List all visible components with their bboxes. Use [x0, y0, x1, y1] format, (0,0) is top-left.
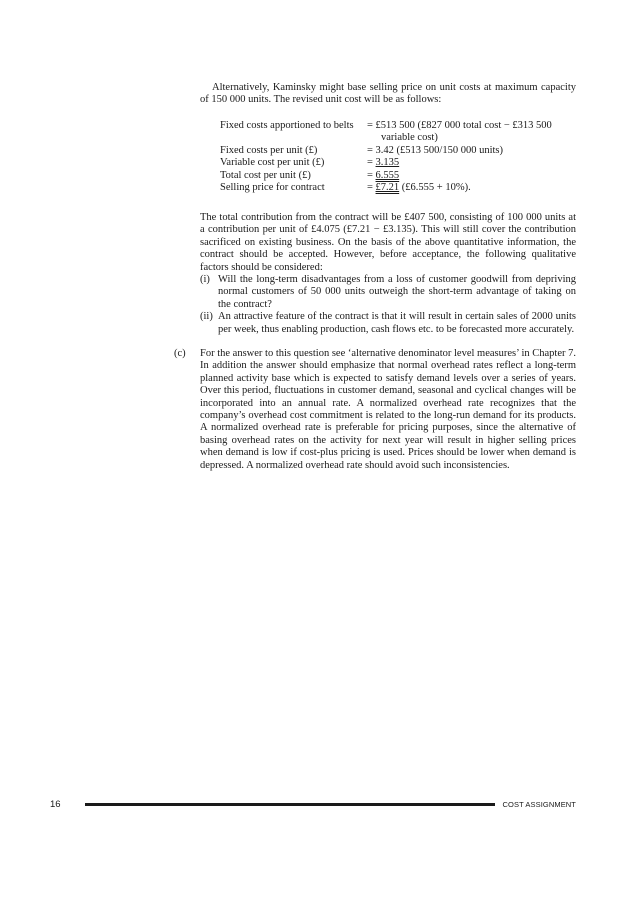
- part-c-text: For the answer to this question see ‘alternative denominator level measures’ in Chapter 7. In addition the answer should emphasize that normal overhead rates reflect a long-term planned activity base which is expected to satisfy demand levels over a series of years. Over this period, fluctuations in customer demand, seasonal and cyclical changes will be incorporated into an annual rate. A normalized overhead rate recognizes that the company’s overhead cost commitment is related to the long-run demand for its products. A normalized overhead rate is preferable for pricing purposes, since the alternative of basing overhead rates on the activity for next year will result in higher selling prices when demand is low if cost-plus pricing is used. Prices should be lower when demand is depressed. A normalized overhead rate should avoid such inconsistencies.: [200, 348, 576, 471]
- unit-cost-table: [220, 120, 580, 194]
- cost-value: [367, 157, 580, 169]
- cost-label: Total cost per unit (£): [220, 169, 311, 181]
- cost-label: Variable cost per unit (£): [220, 157, 325, 169]
- intro-paragraph: Alternatively, Kaminsky might base selling price on unit costs at maximum capacity of 150 000 units. The revised unit cost will be as follows:: [200, 82, 576, 106]
- cost-row-variable-per-unit: [220, 157, 580, 169]
- cost-row-fixed-apportioned: [220, 120, 580, 132]
- cost-label: Fixed costs apportioned to belts: [220, 120, 354, 131]
- qualitative-factors-list: [200, 274, 576, 336]
- part-c-answer: [174, 348, 576, 472]
- cost-value: = £513 500 (£827 000 total cost − £313 500: [367, 120, 552, 131]
- list-marker: (i): [200, 274, 210, 285]
- running-head: COST ASSIGNMENT: [502, 799, 576, 809]
- page-number: 16: [50, 798, 61, 810]
- part-c-marker: (c): [174, 348, 186, 359]
- cost-value-suffix: (£6.555 + 10%).: [399, 182, 471, 194]
- cost-row-continuation: [220, 132, 580, 144]
- cost-value-prefix: =: [367, 169, 376, 181]
- cost-value: = 3.42 (£513 500/150 000 units): [367, 144, 504, 156]
- footer-rule: [85, 803, 495, 806]
- cost-value-prefix: =: [367, 182, 376, 194]
- cost-label: Selling price for contract: [220, 182, 325, 194]
- cost-row-selling-price: [220, 182, 580, 194]
- list-marker: (ii): [200, 311, 213, 323]
- list-item: [200, 274, 576, 311]
- cost-value-figure: 3.135: [375, 157, 400, 169]
- contribution-paragraph: The total contribution from the contract will be £407 500, consisting of 100 000 units at a contribution per unit of £4.075 (£7.21 − £3.135). This will still cover the contribution sacrificed on existing business. On the basis of the above quantitative information, the contract should be accepted. However, before acceptance, the following qualitative factors should be considered:: [200, 212, 576, 273]
- cost-value-continuation: variable cost): [381, 132, 438, 144]
- list-item-text: Will the long-term disadvantages from a loss of customer goodwill from depriving normal customers of 50 000 units outweigh the short-term advantage of taking on the contract?: [218, 274, 576, 310]
- cost-value-figure: £7.21: [375, 182, 400, 194]
- cost-value: [367, 182, 580, 194]
- list-item-text: An attractive feature of the contract is that it will result in certain sales of 2000 units per week, thus enabling production, cash flows etc. to be forecasted more accurately.: [218, 311, 576, 335]
- list-item: [200, 311, 576, 336]
- cost-row-total-per-unit: [220, 170, 580, 182]
- page-footer: [50, 797, 576, 811]
- cost-value-figure: 6.555: [375, 169, 400, 181]
- cost-label: Fixed costs per unit (£): [220, 144, 318, 156]
- cost-value: [367, 170, 580, 182]
- cost-row-fixed-per-unit: [220, 145, 580, 157]
- cost-value-prefix: =: [367, 157, 376, 169]
